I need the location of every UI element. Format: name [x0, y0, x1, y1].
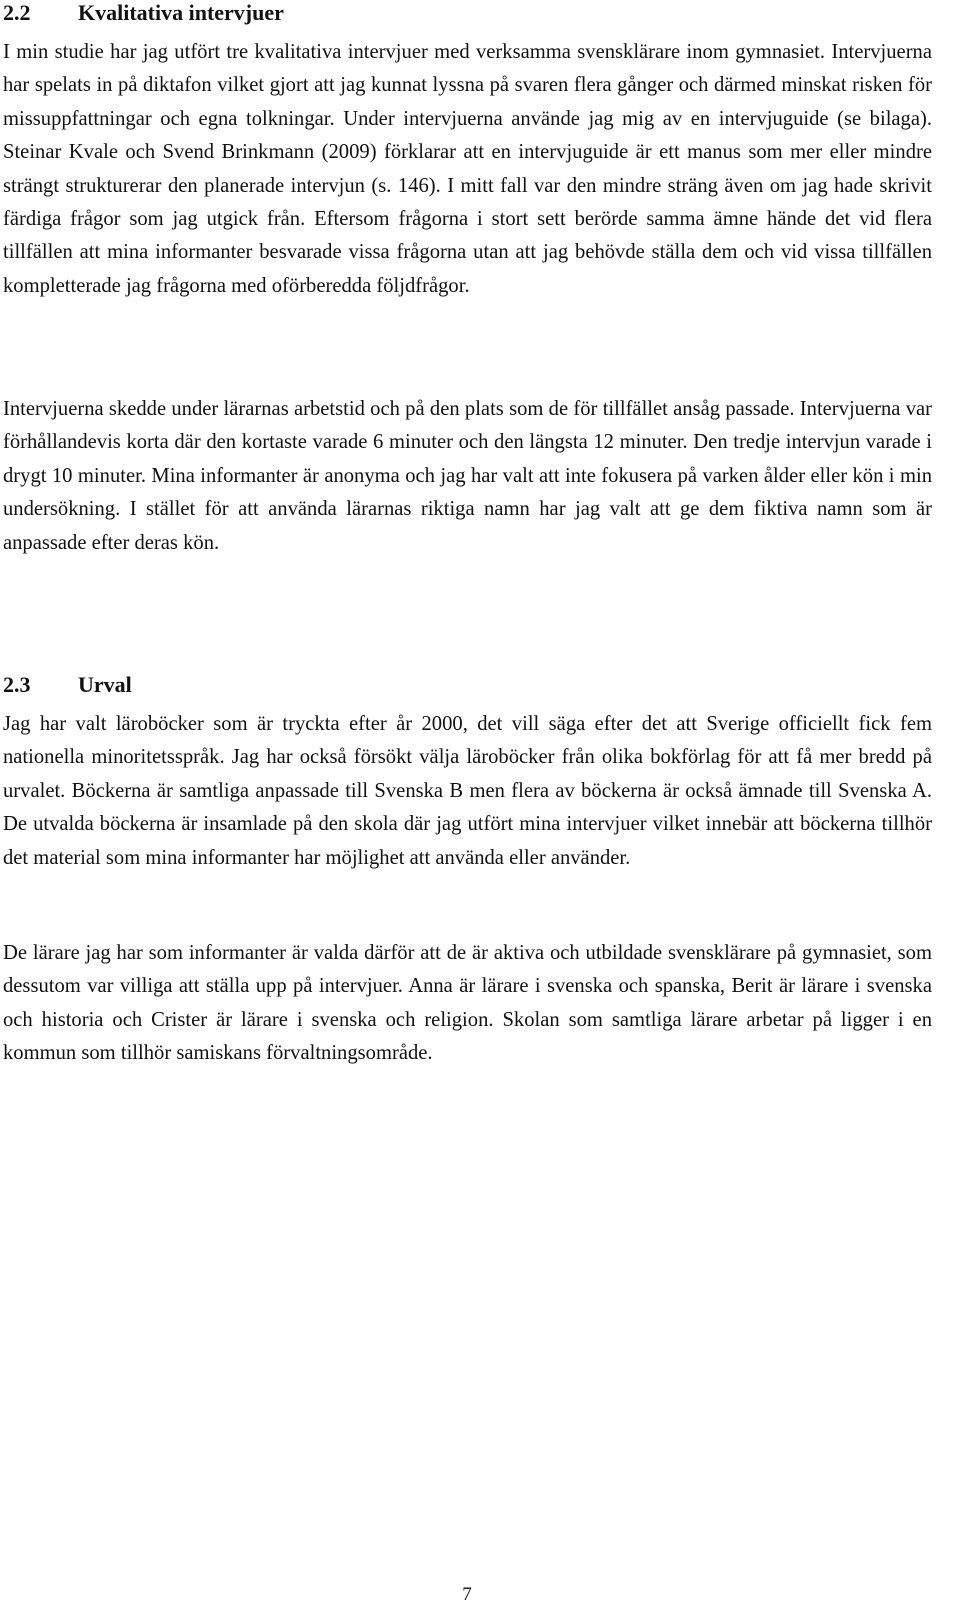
paragraph-interviews-method: I min studie har jag utfört tre kvalitativa intervjuer med verksamma svensklärare inom gymnasiet. Intervjuerna har spelats in på diktafon vilket gjort att jag kunnat lyssna på svaren flera gånger och därmed minskat risken för missuppfattningar och egna tolkningar. Under intervjuerna använde jag mig av en intervjuguide (se bilaga). Steinar Kvale och Svend Brinkmann (2009) förklarar att en intervjuguide är ett manus som mer eller mindre strängt strukturerar den planerade intervjun (s. 146). I mitt fall var den mindre sträng även om jag hade skrivit färdiga frågor som jag utgick från. Eftersom frågorna i stort sett berörde samma ämne hände det vid flera tillfällen att mina informanter besvarade vissa frågorna utan att jag behövde ställa dem och vid vissa tillfällen kompletterade jag frågorna med oförberedda följdfrågor. [3, 41, 932, 297]
section-heading-2-3 [3, 672, 132, 698]
section-title: Urval [78, 672, 132, 697]
page-number: 7 [462, 1584, 472, 1605]
section-title: Kvalitativa intervjuer [78, 0, 284, 25]
section-heading-2-2 [3, 0, 284, 26]
paragraph-interviews-setting: Intervjuerna skedde under lärarnas arbetstid och på den plats som de för tillfället ansåg passade. Intervjuerna var förhållandevis korta där den kortaste varade 6 minuter och den längsta 12 minuter. Den tredje intervjun varade i drygt 10 minuter. Mina informanter är anonyma och jag har valt att inte fokusera på varken ålder eller kön i min undersökning. I stället för att använda lärarnas riktiga namn har jag valt att ge dem fiktiva namn som är anpassade efter deras kön. [3, 398, 932, 554]
section-number: 2.2 [3, 0, 31, 25]
paragraph-informant-selection: De lärare jag har som informanter är valda därför att de är aktiva och utbildade svensklärare på gymnasiet, som dessutom var villiga att ställa upp på intervjuer. Anna är lärare i svenska och spanska, Berit är lärare i svenska och historia och Crister är lärare i svenska och religion. Skolan som samtliga lärare arbetar på ligger i en kommun som tillhör samiskans förvaltningsområde. [3, 942, 932, 1065]
section-number: 2.3 [3, 672, 31, 697]
paragraph-textbook-selection: Jag har valt läroböcker som är tryckta efter år 2000, det vill säga efter det att Sverige officiellt fick fem nationella minoritetsspråk. Jag har också försökt välja läroböcker från olika bokförlag för att få mer bredd på urvalet. Böckerna är samtliga anpassade till Svenska B men flera av böckerna är också ämnade till Svenska A. De utvalda böckerna är insamlade på den skola där jag utfört mina intervjuer vilket innebär att böckerna tillhör det material som mina informanter har möjlighet att använda eller använder. [3, 713, 932, 869]
